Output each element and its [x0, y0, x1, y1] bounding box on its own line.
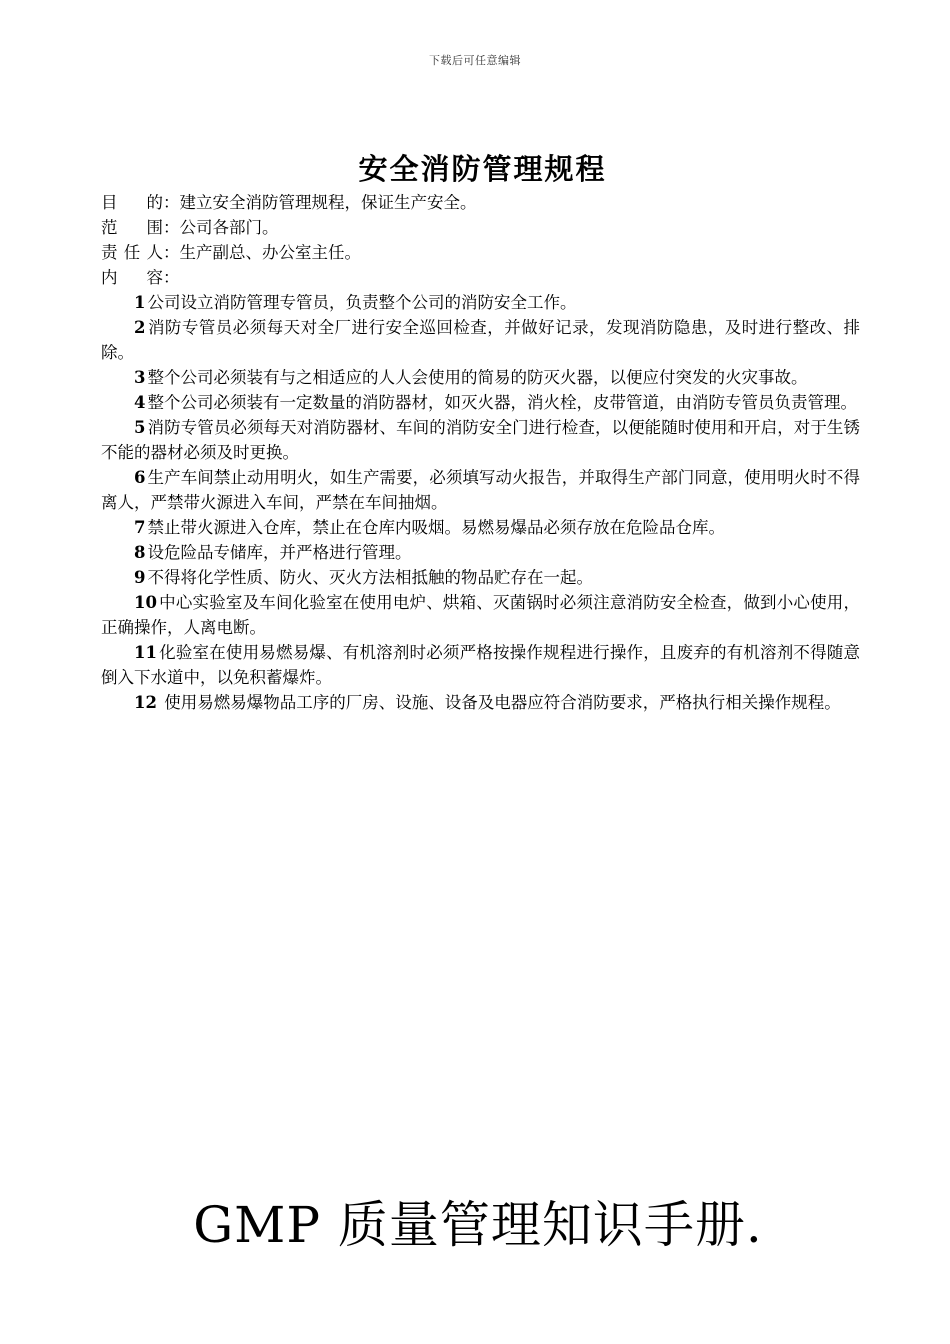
rule-text: 消防专管员必须每天对消防器材、车间的消防安全门进行检查，以便能随时使用和开启，对于生锈不能的器材必须及时更换。 — [101, 418, 860, 462]
rule-text: 禁止带火源进入仓库，禁止在仓库内吸烟。易燃易爆品必须存放在危险品仓库。 — [147, 518, 725, 537]
rule-text: 化验室在使用易燃易爆、有机溶剂时必须严格按操作规程进行操作，且废弃的有机溶剂不得随意倒入下水道中，以免积蓄爆炸。 — [101, 643, 860, 687]
footer-banner: GMP 质量管理知识手册. — [193, 1196, 763, 1254]
document-title: 安全消防管理规程 — [358, 152, 607, 186]
rule-text: 不得将化学性质、防火、灭火方法相抵触的物品贮存在一起。 — [147, 568, 593, 587]
header-note: 下载后可任意编辑 — [429, 54, 521, 67]
meta-label: 内 容 — [101, 268, 163, 287]
rule-item-8 — [101, 540, 860, 565]
rule-text: 消防专管员必须每天对全厂进行安全巡回检查，并做好记录，发现消防隐患，及时进行整改、排除。 — [101, 318, 860, 362]
rule-text: 生产车间禁止动用明火，如生产需要，必须填写动火报告，并取得生产部门同意，使用明火时不得离人，严禁带火源进入车间，严禁在车间抽烟。 — [101, 468, 860, 512]
rule-number: 7 — [134, 518, 146, 537]
rule-number: 11 — [134, 643, 157, 662]
meta-label: 目 的 — [101, 193, 163, 212]
rule-text: 设危险品专储库，并严格进行管理。 — [147, 543, 412, 562]
rule-item-11 — [101, 640, 860, 690]
rule-item-5 — [101, 415, 860, 465]
rule-text: 整个公司必须装有一定数量的消防器材，如灭火器，消火栓，皮带管道，由消防专管员负责管理。 — [147, 393, 857, 412]
rule-item-6 — [101, 465, 860, 515]
rule-number: 12 — [134, 693, 157, 712]
rule-number: 8 — [134, 543, 146, 562]
rule-number: 2 — [134, 318, 146, 337]
rule-number: 10 — [134, 593, 157, 612]
meta-value: ：建立安全消防管理规程，保证生产安全。 — [163, 193, 477, 212]
document-body — [101, 190, 860, 715]
rule-text: 整个公司必须装有与之相适应的人人会使用的简易的防灭火器，以便应付突发的火灾事故。 — [147, 368, 808, 387]
meta-scope — [101, 215, 860, 240]
rule-item-3 — [101, 365, 860, 390]
rule-item-4 — [101, 390, 860, 415]
rule-item-1 — [101, 290, 860, 315]
rule-item-12 — [101, 690, 860, 715]
meta-value: ：生产副总、办公室主任。 — [163, 243, 361, 262]
rule-item-2 — [101, 315, 860, 365]
rule-item-10 — [101, 590, 860, 640]
rule-item-9 — [101, 565, 860, 590]
meta-responsible — [101, 240, 860, 265]
meta-purpose — [101, 190, 860, 215]
rule-number: 4 — [134, 393, 146, 412]
rule-item-7 — [101, 515, 860, 540]
rule-number: 3 — [134, 368, 146, 387]
rule-number: 9 — [134, 568, 146, 587]
meta-label: 范 围 — [101, 218, 163, 237]
rule-number: 1 — [134, 293, 146, 312]
meta-value: ：公司各部门。 — [163, 218, 279, 237]
meta-value: ： — [163, 268, 180, 287]
rule-number: 6 — [134, 468, 146, 487]
rule-text: 使用易燃易爆物品工序的厂房、设施、设备及电器应符合消防要求，严格执行相关操作规程。 — [158, 693, 841, 712]
rule-text: 公司设立消防管理专管员，负责整个公司的消防安全工作。 — [147, 293, 577, 312]
rule-text: 中心实验室及车间化验室在使用电炉、烘箱、灭菌锅时必须注意消防安全检查，做到小心使用，正确操作，人离电断。 — [101, 593, 860, 637]
meta-label: 责任人 — [101, 243, 163, 262]
rule-number: 5 — [134, 418, 146, 437]
meta-content — [101, 265, 860, 290]
